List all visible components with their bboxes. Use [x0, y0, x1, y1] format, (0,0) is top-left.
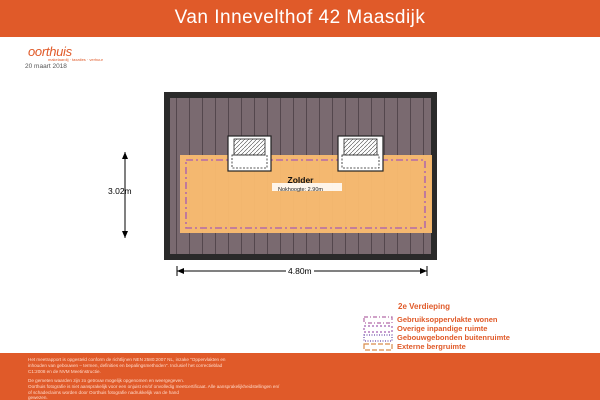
disclaimer-line: inhouden van gebouwen – termen, definities en bepalingsmethoden". Inclusief het correctieblad [28, 363, 223, 368]
brand-name: oorthuis [28, 44, 72, 59]
dormer-window-right [338, 136, 383, 171]
legend-item [363, 315, 593, 324]
height-dimension-label: 3.02m [108, 186, 132, 196]
dormer-window-left [228, 136, 271, 171]
legend-heading: 2e Verdieping [398, 302, 451, 311]
legend-label: Overige inpandige ruimte [397, 324, 488, 333]
legend-swatch-icon [363, 343, 393, 351]
disclaimer-line: gewezen. [28, 395, 48, 400]
disclaimer-line: Oorthuis fotografie is niet aansprakelijk voor een onjuist en/of onvolledig meetcertificaat. Alle aansprakelijkheidstellingen en/ [28, 384, 280, 389]
brand-logo [24, 44, 104, 64]
legend-swatch-icon [363, 334, 393, 342]
room-area [180, 155, 432, 233]
legend-item [363, 342, 593, 351]
disclaimer-line: Het meetrapport is opgesteld conform de richtlijnen NEN 2580:2007 NL, inzake "Oppervlakten en [28, 357, 226, 362]
report-date: 20 maart 2018 [25, 63, 67, 70]
room-name: Zolder [287, 175, 314, 185]
floor-plan [164, 92, 437, 260]
legend-item [363, 333, 593, 342]
header-bar [0, 0, 600, 37]
page-title: Van Innevelthof 42 Maasdijk [174, 7, 426, 28]
disclaimer-line: De gemeten waarden zijn zo getrouw mogelijk opgenomen en weergegeven. [28, 378, 185, 383]
legend-swatch-icon [363, 325, 393, 333]
legend-swatch-icon [363, 316, 393, 324]
footer-disclaimer [0, 353, 600, 400]
width-dimension-label: 4.80m [288, 266, 312, 276]
legend-label: Externe bergruimte [397, 342, 466, 351]
brand-tagline: makelaardij · taxaties · verhuur [48, 57, 103, 62]
disclaimer-line: of schadeclaims worden door Oorthuis fotografie nadrukkelijk van de hand [28, 390, 179, 395]
legend-label: Gebruiksoppervlakte wonen [397, 315, 498, 324]
room-ridge-height: Nokhoogte: 2.90m [278, 187, 323, 193]
disclaimer-line: C1:2008 en de NVM Meetinstructie. [28, 369, 101, 374]
legend-label: Gebouwgebonden buitenruimte [397, 333, 510, 342]
legend-item [363, 324, 593, 333]
